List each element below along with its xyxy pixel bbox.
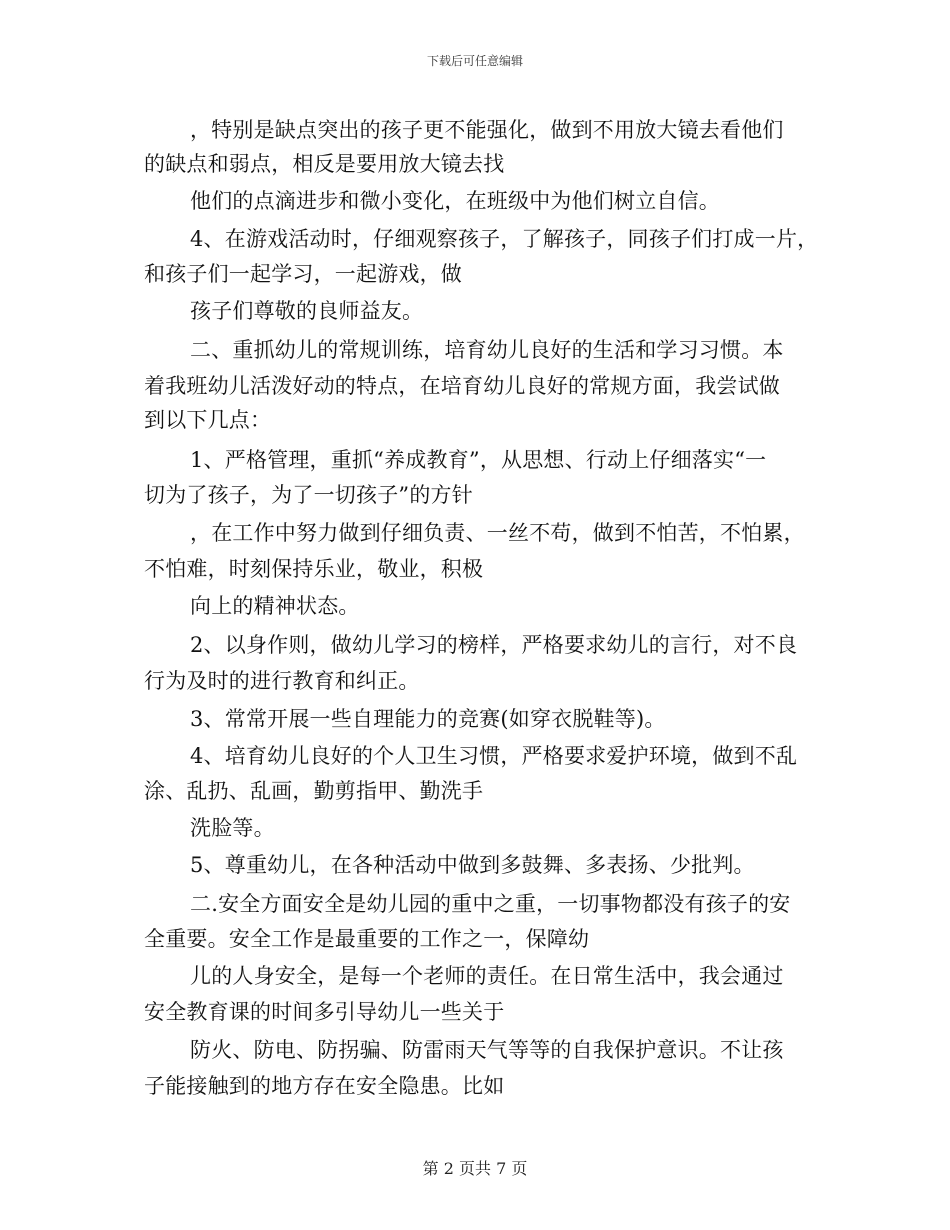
text-line: 防火、防电、防拐骗、防雷雨天气等等的自我保护意识。不让孩 (190, 1038, 784, 1062)
text-line: 2、以身作则，做幼儿学习的榜样，严格要求幼儿的言行，对不良 (190, 633, 798, 657)
text-line: 安全教育课的时间多引导幼儿一些关于 (144, 1000, 505, 1024)
text-line: 二.安全方面安全是幼儿园的重中之重，一切事物都没有孩子的安 (190, 892, 791, 916)
text-line: 1、严格管理，重抓“养成教育”，从思想、行动上仔细落实“一 (190, 448, 767, 472)
text-line: 向上的精神状态。 (190, 594, 360, 618)
text-line: 洗脸等。 (190, 816, 275, 840)
text-line: 4、培育幼儿良好的个人卫生习惯，严格要求爱护环境，做到不乱 (190, 744, 798, 768)
text-line: 孩子们尊敬的良师益友。 (190, 299, 424, 323)
page-number-footer: 第 2 页共 7 页 (422, 1159, 528, 1178)
text-line: 他们的点滴进步和微小变化，在班级中为他们树立自信。 (190, 189, 720, 213)
text-line: 的缺点和弱点，相反是要用放大镜去找 (144, 152, 505, 176)
text-line: ，在工作中努力做到仔细负责、一丝不苟，做到不怕苦，不怕累， (190, 521, 805, 545)
text-line: 和孩子们一起学习，一起游戏，做 (144, 262, 462, 286)
text-line: 儿的人身安全，是每一个老师的责任。在日常生活中，我会通过 (190, 964, 784, 988)
text-line: 3、常常开展一些自理能力的竞赛(如穿衣脱鞋等)。 (190, 707, 666, 731)
page-header: 下载后可任意编辑 (426, 54, 523, 68)
text-line: 涂、乱扔、乱画，勤剪指甲、勤洗手 (144, 779, 484, 803)
text-line: 4、在游戏活动时，仔细观察孩子，了解孩子，同孩子们打成一片， (190, 227, 819, 251)
text-line: 全重要。安全工作是最重要的工作之一，保障幼 (144, 927, 590, 951)
text-line: 5、尊重幼儿，在各种活动中做到多鼓舞、多表扬、少批判。 (190, 853, 755, 877)
text-line: 到以下几点： (144, 408, 272, 432)
text-line: ，特别是缺点突出的孩子更不能强化，做到不用放大镜去看他们 (190, 118, 784, 142)
text-line: 不怕难，时刻保持乐业，敬业，积极 (144, 557, 484, 581)
text-line: 子能接触到的地方存在安全隐患。比如 (144, 1074, 505, 1098)
text-line: 二、重抓幼儿的常规训练，培育幼儿良好的生活和学习习惯。本 (190, 338, 784, 362)
text-line: 切为了孩子，为了一切孩子”的方针 (144, 483, 473, 507)
text-line: 行为及时的进行教育和纠正。 (144, 669, 420, 693)
text-line: 着我班幼儿活泼好动的特点，在培育幼儿良好的常规方面，我尝试做 (144, 374, 780, 398)
